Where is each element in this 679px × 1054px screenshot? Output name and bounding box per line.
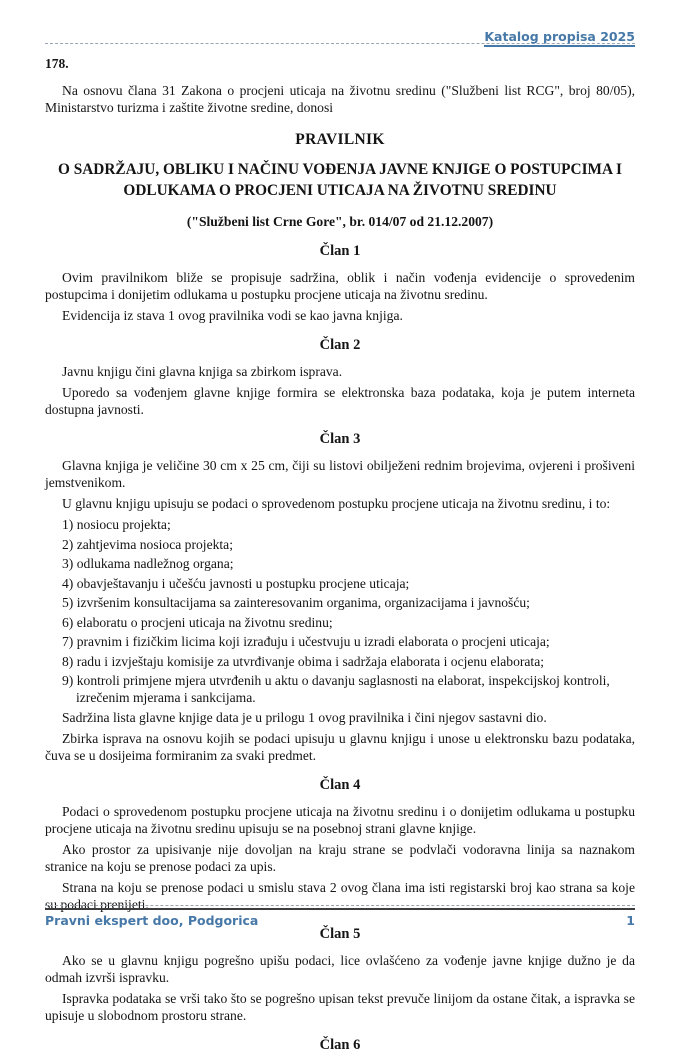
article-paragraph: Uporedo sa vođenjem glavne knjige formira se elektronska baza podataka, koja je putem interneta dostupna javnosti.: [45, 385, 635, 417]
page-footer: [45, 905, 635, 928]
gazette-line: ("Službeni list Crne Gore", br. 014/07 od 21.12.2007): [186, 214, 494, 229]
article-2: [45, 337, 635, 418]
doc-type-title: PRAVILNIK: [295, 131, 385, 148]
catalog-label: Katalog propisa 2025: [484, 29, 635, 47]
article-heading: Član 4: [319, 776, 361, 793]
article-5: [45, 926, 635, 1024]
doc-title: O SADRŽAJU, OBLIKU I NAČINU VOĐENJA JAVNE KNJIGE O POSTUPCIMA I ODLUKAMA O PROCJENI UTICAJA NA ŽIVOTNU SREDINU: [58, 161, 622, 199]
page-number: 1: [626, 913, 635, 928]
item-number: 178.: [45, 56, 69, 71]
list-item: 8) radu i izvještaju komisije za utvrđivanje obima i sadržaja elaborata i ocjenu elaborata;: [62, 653, 545, 669]
article-heading: Član 5: [319, 925, 361, 942]
article-paragraph: Ispravka podataka se vrši tako što se pogrešno upisan tekst prevuče linijom da ostane čitak, a ispravka se upisuje u slobodnom prostoru strane.: [45, 990, 635, 1023]
article-1: [45, 243, 635, 324]
article-3: [45, 431, 635, 764]
list-item: 3) odlukama nadležnog organa;: [62, 556, 234, 571]
article-heading: Član 6: [319, 1036, 361, 1053]
article-heading: Član 1: [319, 243, 361, 259]
page-header: [45, 26, 635, 44]
article-paragraph: Zbirka isprava na osnovu kojih se podaci upisuju u glavnu knjigu i unose u elektronsku bazu podataka, čuva se u dosijeima formiranim za svaki predmet.: [45, 730, 635, 763]
list-item: 9) kontroli primjene mjera utvrđenih u aktu o davanju saglasnosti na elaborat, inspekcijskoj kontroli, izrečenim mjerama i sankcijama.: [62, 673, 610, 705]
article-paragraph: Strana na koju se prenose podaci u smislu stava 2 ovog člana ima isti registarski broj kao strana sa koje su podaci prenijeti.: [45, 879, 635, 912]
article-6: [45, 1037, 635, 1054]
article-paragraph: Ovim pravilnikom bliže se propisuje sadržina, oblik i način vođenja evidencije o sprovedenim postupcima i donijetim odlukama u postupku procjene uticaja na životnu sredinu.: [45, 270, 635, 302]
list-item: 5) izvršenim konsultacijama sa zainteresovanim organima, organizacijama i javnošću;: [62, 595, 530, 610]
list-item: 4) obavještavanju i učešću javnosti u postupku procjene uticaja;: [62, 575, 410, 591]
list-item: 6) elaboratu o procjeni uticaja na životnu sredinu;: [62, 614, 333, 630]
list-item: 7) pravnim i fizičkim licima koji izrađuju i učestvuju u izradi elaborata o procjeni uticaja;: [62, 634, 550, 649]
article-paragraph: Sadržina lista glavne knjige data je u prilogu 1 ovog pravilnika i čini njegov sastavni dio.: [62, 709, 547, 725]
list-item: 2) zahtjevima nosioca projekta;: [62, 536, 233, 552]
article-heading: Član 3: [319, 431, 361, 447]
preamble: Na osnovu člana 31 Zakona o procjeni uticaja na životnu sredinu ("Službeni list RCG", broj 80/05), Ministarstvo turizma i zaštite životne sredine, donosi: [45, 83, 635, 115]
publisher-label: Pravni ekspert doo, Podgorica: [45, 913, 259, 928]
article-4: [45, 777, 635, 913]
article-paragraph: Evidencija iz stava 1 ovog pravilnika vodi se kao javna knjiga.: [62, 308, 403, 323]
article-heading: Član 2: [319, 337, 361, 353]
article-paragraph: Ako prostor za upisivanje nije dovoljan na kraju strane se podvlači vodoravna linija sa naznakom stranice na koju se prenose podaci za upis.: [45, 841, 635, 874]
article-paragraph: Podaci o sprovedenom postupku procjene uticaja na životnu sredinu i o donijetim odlukama u postupku procjene uticaja na životnu sredinu upisuju se na posebnoj strani glavne knjige.: [45, 803, 635, 836]
article-paragraph: Glavna knjiga je veličine 30 cm x 25 cm, čiji su listovi obilježeni rednim brojevima, ovjereni i prošiveni jemstvenikom.: [45, 458, 635, 490]
article-paragraph: Ako se u glavnu knjigu pogrešno upišu podaci, lice ovlašćeno za vođenje javne knjige dužno je da odmah izvrši ispravku.: [45, 952, 635, 985]
article-paragraph: Javnu knjigu čini glavna knjiga sa zbirkom isprava.: [62, 364, 343, 379]
footer-dashed-line: [45, 905, 635, 906]
list-item: 1) nosiocu projekta;: [62, 517, 171, 532]
article-paragraph: U glavnu knjigu upisuju se podaci o sprovedenom postupku procjene uticaja na životnu sredinu, i to:: [62, 496, 611, 511]
